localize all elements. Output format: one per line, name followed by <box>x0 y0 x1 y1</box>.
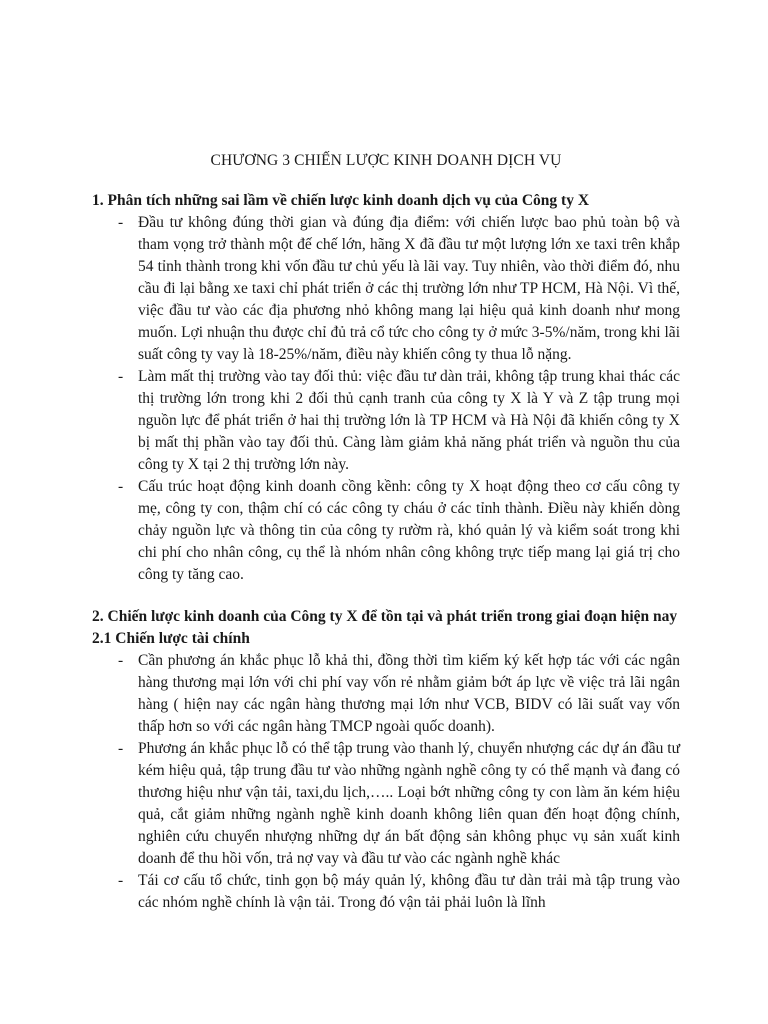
bullet-dash: - <box>118 652 124 669</box>
section-2-heading: 2. Chiến lược kinh doanh của Công ty X để tồn tại và phát triển trong giai đoạn hiện nay <box>92 608 678 625</box>
list-item <box>92 650 680 738</box>
bullet-dash: - <box>118 478 124 495</box>
list-item <box>92 366 680 476</box>
bullet-dash: - <box>118 872 124 889</box>
list-item <box>92 870 680 914</box>
list-item-text: Tái cơ cấu tổ chức, tinh gọn bộ máy quản lý, không đầu tư dàn trải mà tập trung vào các nhóm nghề chính là vận tải. Trong đó vận tải phải luôn là lĩnh <box>138 872 680 911</box>
list-item-text: Cấu trúc hoạt động kinh doanh cồng kềnh: công ty X hoạt động theo cơ cấu công ty mẹ, công ty con, thậm chí có các công ty cháu ở các tỉnh thành. Điều này khiến dòng chảy nguồn lực và thông tin của công ty rườm rà, khó quản lý và kiểm soát trong khi chi phí cho nhân công, cụ thể là nhóm nhân công không trực tiếp mang lại giá trị cho công ty tăng cao. <box>138 478 680 583</box>
list-item-text: Làm mất thị trường vào tay đối thủ: việc đầu tư dàn trải, không tập trung khai thác các thị trường lớn trong khi 2 đối thủ cạnh tranh của công ty X là Y và Z tập trung mọi nguồn lực để phát triển ở hai thị trường lớn là TP HCM và Hà Nội đã khiến công ty X bị mất thị phần vào tay đối thủ. Càng làm giảm khả năng phát triển và nguồn thu của công ty X tại 2 thị trường lớn này. <box>138 368 680 473</box>
bullet-dash: - <box>118 368 124 385</box>
bullet-dash: - <box>118 740 124 757</box>
list-item-text: Đầu tư không đúng thời gian và đúng địa điểm: với chiến lược bao phủ toàn bộ và tham vọng trở thành một đế chế lớn, hãng X đã đầu tư một lượng lớn xe taxi trên khắp 54 tỉnh thành trong khi vốn đầu tư chủ yếu là lãi vay. Tuy nhiên, vào thời điểm đó, nhu cầu đi lại bằng xe taxi chỉ phát triển ở các thị trường lớn như TP HCM, Hà Nội. Vì thế, việc đầu tư vào các địa phương nhỏ không mang lại hiệu quả kinh doanh như mong muốn. Lợi nhuận thu được chỉ đủ trả cổ tức cho công ty ở mức 3-5%/năm, trong khi lãi suất công ty vay là 18-25%/năm, điều này khiến công ty thua lỗ nặng. <box>138 214 680 363</box>
subsection-2-1-heading: 2.1 Chiến lược tài chính <box>92 630 250 647</box>
bullet-dash: - <box>118 214 124 231</box>
list-item <box>92 212 680 366</box>
subsection-2-1-bullet-list <box>92 650 680 914</box>
list-item-text: Cần phương án khắc phục lỗ khả thi, đồng thời tìm kiếm ký kết hợp tác với các ngân hàng thương mại lớn với chi phí vay vốn rẻ nhằm giảm bớt áp lực về việc trả lãi ngân hàng ( hiện nay các ngân hàng thương mại lớn như VCB, BIDV có lãi suất vay vốn thấp hơn so với các ngân hàng TMCP ngoài quốc doanh). <box>138 652 680 735</box>
list-item <box>92 476 680 586</box>
list-item <box>92 738 680 870</box>
section-1-heading: 1. Phân tích những sai lầm về chiến lược kinh doanh dịch vụ của Công ty X <box>92 192 590 209</box>
section-1-bullet-list <box>92 212 680 586</box>
list-item-text: Phương án khắc phục lỗ có thể tập trung vào thanh lý, chuyển nhượng các dự án đầu tư kém hiệu quả, tập trung đầu tư vào những ngành nghề công ty có thể mạnh và đang có thương hiệu như vận tải, taxi,du lịch,….. Loại bớt những công ty con làm ăn kém hiệu quả, cắt giảm những ngành nghề kinh doanh không liên quan đến hoạt động chính, nghiên cứu chuyển nhượng những dự án bất động sản không phục vụ sản xuất kinh doanh để thu hồi vốn, trả nợ vay và đầu tư vào các ngành nghề khác <box>138 740 680 867</box>
chapter-title: CHƯƠNG 3 CHIẾN LƯỢC KINH DOANH DỊCH VỤ <box>210 152 562 169</box>
